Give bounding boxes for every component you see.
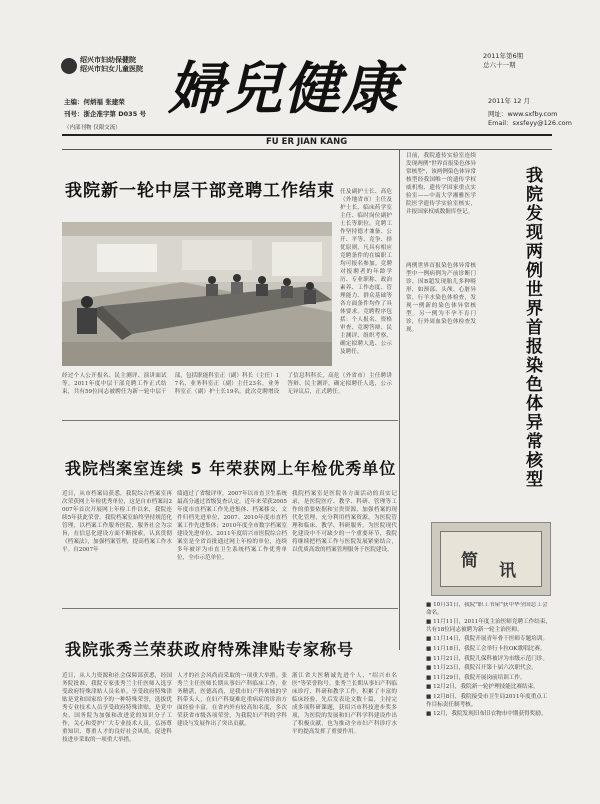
- section-rule-2: [62, 608, 398, 609]
- section-rule-1: [62, 420, 398, 421]
- email: Email：sxsfeyy@126.com: [488, 119, 572, 127]
- registration-line: 刊号：浙企准字第 D035 号: [64, 110, 146, 118]
- hospital-logo: [61, 58, 77, 74]
- article2-text-col3: 我院档案室是医院各方面活动的真实记录，是医院医疗、教学、科研、管理等工作的重要依据和宝贵资源，加强档案的现代化管理，充分利用档案资源，为医院管理和临床、教学、科研服务，为医院现代化建设中不可缺少的一个重要环节，我院将继续把档案工作与医院发展紧密结合，以优质高效的档案管理服务于医院建设。: [292, 491, 397, 553]
- logo-icon: [61, 58, 77, 74]
- hospital-name-1: 绍兴市妇幼保健院: [80, 56, 136, 64]
- issue-date: 2011年 12 月: [488, 97, 530, 105]
- editor-line: 主编：何炳福 张建荣: [64, 98, 125, 106]
- article4-text-col1: 目前，我院遗传实验室连续发现两例"世界首报染色体异常核型"，该两例染色体异常核型经我国唯一的遗传学权威机构、遗传学国家重点实验室——中南大学湘雅医学院医学遗传学实验室核实，并报国家权威数据库登记。: [406, 153, 476, 215]
- article4-text-col2: 两例世界首报染色体异常核型中一例病例为产前诊断门诊，因B超发现胎儿多种畸形，如颈部、头颅、心脏异常，行羊水染色体检查，发现一例新的染色体异常核型。另一例为不孕不育门诊，行外周血染色体检查发现。: [406, 263, 476, 333]
- hospital-name-2: 绍兴市妇女儿童医院: [80, 65, 143, 73]
- briefs-list: [426, 602, 552, 792]
- article4-headline: 我院发现两例世界首报染色体异常核型: [522, 166, 542, 489]
- article3-text-col3: 浙江省大医精诚先进个人、"绍兴市名医"等荣誉称号。张秀兰长期从事妇产科临床诊疗、科研和教学工作，积累了丰富的临床经验，先后发表论文数十篇，主持完成多项科研课题，获绍兴市科技进步奖多项，为医院的发展和妇产科学科建设作出了积极贡献，也为推动全市妇产科诊疗水平的提高发挥了重要作用。: [292, 673, 397, 735]
- meeting-photo-image: [62, 222, 332, 366]
- masthead-title: 婦兒健康: [168, 56, 400, 122]
- website: 网址：www.sxfby.com: [488, 110, 558, 118]
- article2-headline: 我院档案室连续 5 年荣获网上年检优秀单位: [65, 459, 397, 478]
- brief-item: ■ 11月14日，我院开展青年骨干医师专题培训。: [426, 636, 548, 643]
- article2-text-col2: 绩通过了省级评审，2007年以市直卫生系统最高分通过省级复查认定，近年来荣获2005年度市直档案工作先进集体、档案移交、文件归档先进单位，2007、2010年度市直档案工作先进集体；2010年度全市数字档案室建设先进单位、2011年度绍兴市医院综合档案室是全省首批通过网上年检的单位，连续多年被评为市直卫生系统档案工作优秀单位，全市示范单位。: [177, 491, 287, 561]
- meeting-photo: [62, 222, 332, 366]
- brief-item: ■ 12月2日，我院新一轮护理技能比赛结束。: [426, 684, 539, 691]
- column-divider: [399, 150, 400, 650]
- briefs-char-1: 简: [461, 551, 478, 571]
- brief-item: ■ 12月，我院发现旧布旧衣物市中期获得奖励。: [426, 711, 547, 718]
- masthead-rule: [62, 134, 552, 136]
- brief-item: ■ 11月21日，我院儿保科被评为市级示范门诊。: [426, 655, 548, 662]
- brief-item: ■ 11月23日，我院召开第十届六次职代会。: [426, 665, 537, 672]
- issue-total: 总六十一期: [483, 61, 516, 69]
- article3-text-col1: 近日，从人力资源和社会保障部获悉，经国务院批准，我院专家张秀兰主任医师入选享受政府特殊津贴人员名单。享受政府特殊津贴是党和国家给予的一种特殊荣誉，选拔优秀专业技术人员享受政府特殊津贴，是党中央、国务院为加强和改进党的知识分子工作，关心和爱护广大专业技术人员，弘扬尊重知识、尊重人才的良好社会风尚，促进科技进步采取的一项重大举措。: [62, 673, 172, 743]
- article1-headline: 我院新一轮中层干部竞聘工作结束: [65, 181, 335, 201]
- article3-headline: 我院张秀兰荣获政府特殊津贴专家称号: [65, 640, 355, 659]
- brief-item: ■ 11月11日，2011年度主治医师竞聘工作结束，共有18位同志被聘为新一轮主治医师。: [426, 619, 552, 633]
- briefs-banner: [431, 522, 551, 596]
- briefs-char-2: 讯: [499, 561, 516, 581]
- brief-item: ■ 11月29日，我院开展岗前培训工作。: [426, 674, 526, 681]
- article3-text-col2: 人才的社会风尚而采取的一项重大举措。张秀兰主任医师长期从事妇产科临床工作，业务精湛，医德高尚，是我市妇产科领域的学科带头人，在妇产科疑难危重病症的诊治方面经验丰富，在省内外有较高知名度，多次荣获省市级各项荣誉，为我院妇产科的学科建设与发展作出了突出贡献。: [177, 673, 287, 727]
- masthead-rule-thin: [62, 149, 552, 150]
- brief-item: ■ 11月18日，我院工会举行卡拉OK歌唱比赛。: [426, 645, 546, 652]
- article2-text-col1: 近日，从市档案局获悉，我院综合档案室再次荣获网上年检优秀单位，这是自市档案局2007年首次开展网上年检工作以来，我院连续5年获此荣誉。我院档案室始终坚持规范化管理，以档案工作服务医院、服务社会为宗旨，在信息化建设方面不断探索，认真贯彻《档案法》，加强档案管理，提高档案工作水平。自2007年: [62, 491, 172, 553]
- article1-sidebar-text: 任及副护士长、高危（外地省市）主任及护士长、临床药学室主任、临时岗位副护士长等职位。竞聘工作坚持德才兼备、公开、平等、竞争、择优原则，凡具有相应竞聘条件的在编职工均可报名参加。竞聘对报聘者的年龄学历、专业职称、政治素养、工作态度、管理能力、群众基础等各方面条件均作了具体要求。竞聘程序包括：个人报名、资格审查、竞聘答辩、民主测评、组织考察、确定拟聘人选、公示及聘任。: [340, 189, 392, 355]
- internal-notice: （内部刊物 仅限交流）: [64, 125, 121, 131]
- article1-lead-text: 经过个人公开报名、民主测评、演讲面试等，2011年度中层干部竞聘工作正式结束，共有59位同志被聘任为新一轮中层干部，包括职能科室正（副）科长（主任）17名，业务科室正（副）主任23名，业务科室正（副）护士长19名。此次竞聘增设了信息科科长，高危（外省市）主任聘讲答辩、民主测评，确定拟聘任人选，公示无异议后，正式聘任。: [62, 373, 392, 395]
- masthead-pinyin: FU ER JIAN KANG: [266, 137, 348, 147]
- issue-number: 2011年第6期: [483, 52, 524, 60]
- brief-item: ■ 12月8日，我院接受市卫生局2011年度重点工作目标责任制考核。: [426, 693, 548, 708]
- brief-item: ■ 10月31日，我院"职工书屋"获中华全国总工会命名。: [426, 602, 548, 616]
